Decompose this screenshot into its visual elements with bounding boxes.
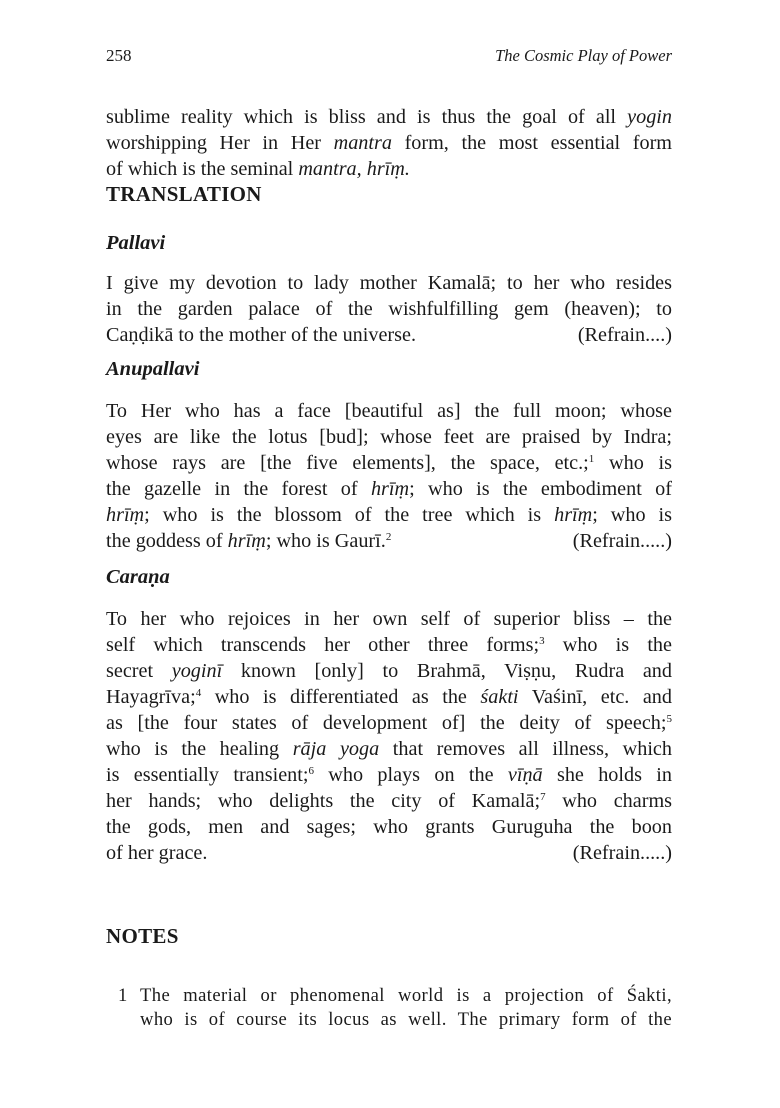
text-line: I give my devotion to lady mother Kamalā; to her who resides bbox=[106, 272, 672, 294]
refrain-marker: (Refrain....) bbox=[577, 324, 672, 346]
text-line: hrīṃ; who is the blossom of the tree which is hrīṃ; who is bbox=[106, 504, 672, 526]
carana-text bbox=[106, 606, 672, 866]
pallavi-title: Pallavi bbox=[106, 232, 166, 254]
note-number: 1 bbox=[118, 985, 128, 1006]
text-line: whose rays are [the five elements], the space, etc.;$^1$ who is bbox=[106, 452, 673, 474]
text-line: of her grace. (Refrain.....) bbox=[106, 842, 672, 864]
text-line: To her who rejoices in her own self of superior bliss – the bbox=[106, 608, 672, 630]
footnote-ref[interactable]: 1 bbox=[588, 453, 595, 465]
running-head bbox=[106, 46, 672, 66]
text-line: worshipping Her in Her mantra form, the most essential form bbox=[106, 132, 672, 154]
intro-paragraph bbox=[106, 104, 672, 182]
text-line: eyes are like the lotus [bud]; whose feet are praised by Indra; bbox=[106, 426, 672, 448]
refrain-marker: (Refrain.....) bbox=[572, 530, 672, 552]
text-line: the goddess of hrīṃ; who is Gaurī.$^2$ (Refrain.....) bbox=[106, 530, 672, 552]
text-line: secret yoginī known [only] to Brahmā, Viṣṇu, Rudra and bbox=[106, 660, 672, 682]
footnote-ref[interactable]: 4 bbox=[195, 687, 202, 699]
page-number: 258 bbox=[106, 46, 132, 65]
running-title: The Cosmic Play of Power bbox=[495, 46, 672, 65]
text-line: the gazelle in the forest of hrīṃ; who is the embodiment of bbox=[106, 478, 672, 500]
footnote-ref[interactable]: 6 bbox=[308, 765, 314, 777]
footnote-ref[interactable]: 3 bbox=[539, 635, 545, 647]
carana-title: Caraṇa bbox=[106, 566, 170, 588]
text-line: who is the healing rāja yoga that removes all illness, which bbox=[106, 738, 672, 760]
refrain-marker: (Refrain.....) bbox=[572, 842, 672, 864]
text-line: Hayagrīva;$^4$ who is differentiated as the śakti Vaśinī, etc. and bbox=[106, 686, 672, 708]
text-line: her hands; who delights the city of Kamalā;$^7$ who charms bbox=[106, 790, 673, 812]
text-line: self which transcends her other three forms;$^3$ who is the bbox=[106, 634, 672, 656]
translation-heading: TRANSLATION bbox=[106, 182, 262, 206]
text-line: in the garden palace of the wishfulfilling gem (heaven); to bbox=[106, 298, 672, 320]
text-line: as [the four states of development of] the deity of speech;$^5$ bbox=[106, 712, 672, 734]
footnote-ref[interactable]: 7 bbox=[540, 791, 546, 803]
text-line: sublime reality which is bliss and is thus the goal of all yogin bbox=[106, 106, 672, 128]
text-line: the gods, men and sages; who grants Guruguha the boon bbox=[106, 816, 672, 838]
text-line: Caṇḍikā to the mother of the universe. (Refrain....) bbox=[106, 324, 672, 346]
footnote-ref[interactable]: 5 bbox=[666, 713, 672, 725]
text-line: is essentially transient;$^6$ who plays on the vīṇā she holds in bbox=[106, 764, 672, 786]
text-line: To Her who has a face [beautiful as] the full moon; whose bbox=[106, 400, 672, 422]
text-line: of which is the seminal mantra, hrīṃ. bbox=[106, 158, 410, 180]
note-text: The material or phenomenal world is a projection of Śakti, who is of course its locus as well. The primary form of the bbox=[140, 985, 672, 1030]
pallavi-text bbox=[106, 270, 672, 348]
notes-heading: NOTES bbox=[106, 924, 179, 948]
note-item bbox=[106, 984, 672, 1032]
footnote-ref[interactable]: 2 bbox=[385, 531, 392, 543]
anupallavi-title: Anupallavi bbox=[106, 358, 200, 380]
anupallavi-text bbox=[106, 398, 672, 554]
